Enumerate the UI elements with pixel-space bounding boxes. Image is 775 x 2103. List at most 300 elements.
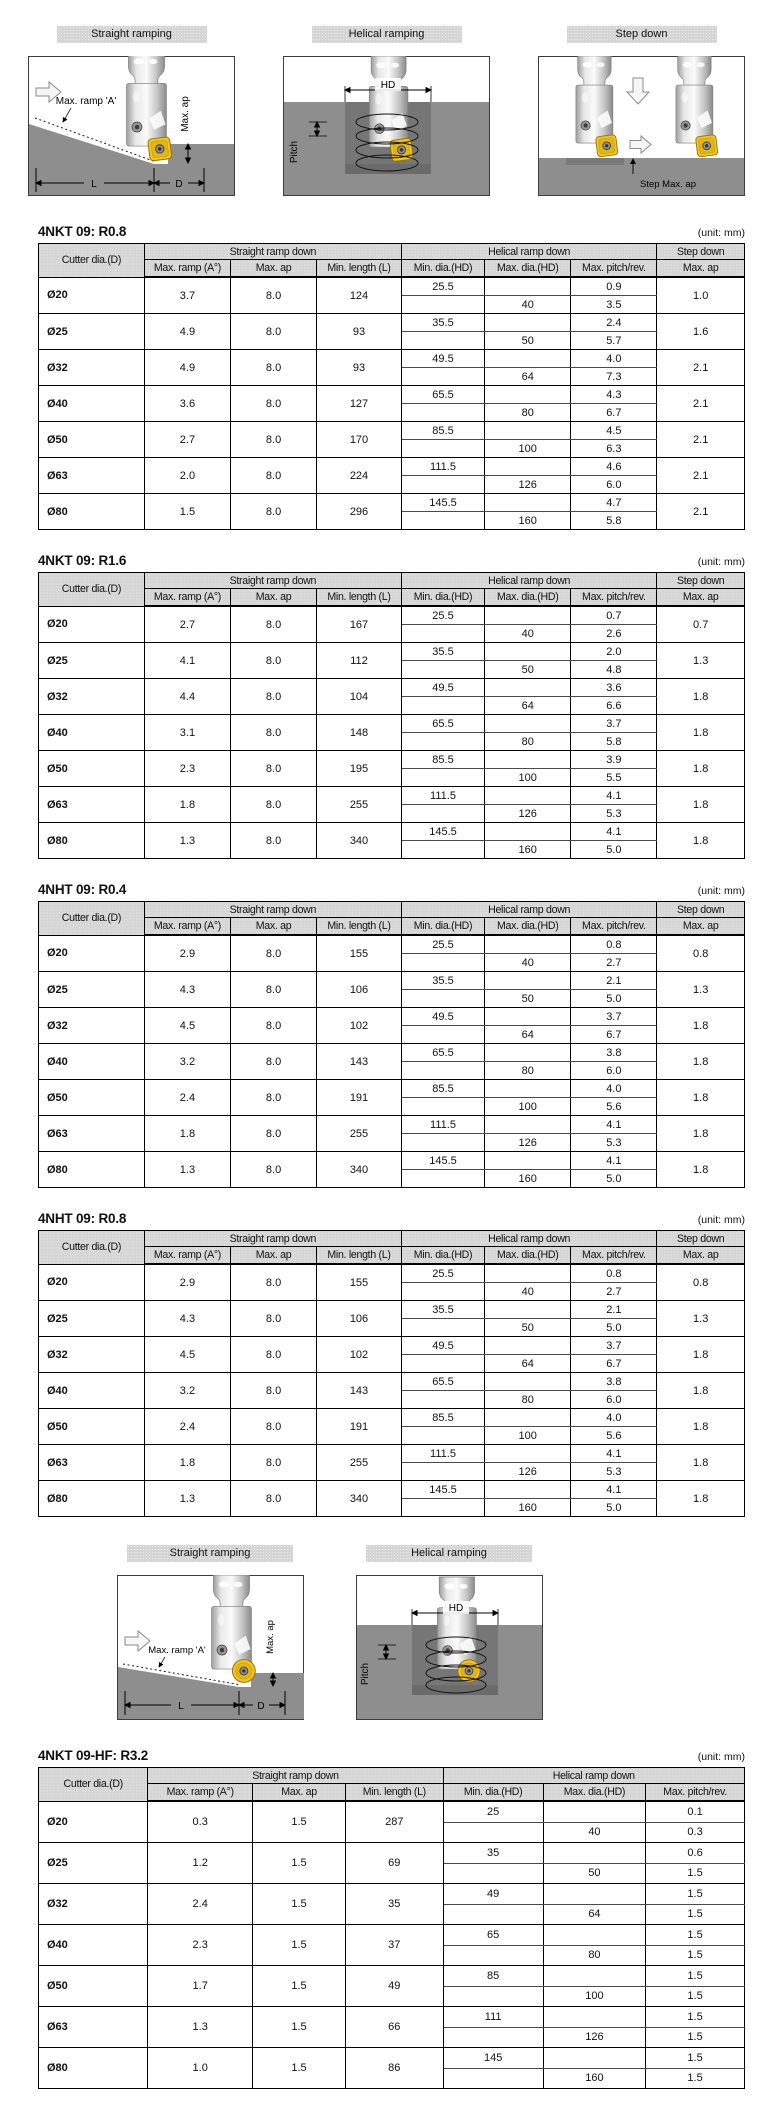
- cell-pitch-min: 4.7: [571, 494, 657, 512]
- col-header-cutter-dia: Cutter dia.(D): [39, 573, 145, 607]
- cell-cutter-dia: Ø32: [39, 1337, 145, 1373]
- cell-cutter-dia: Ø20: [39, 1801, 148, 1843]
- cell-step-max-ap: 2.1: [657, 494, 745, 530]
- ramping-table: [38, 1230, 745, 1517]
- cell-max-dia: 126: [485, 1134, 571, 1152]
- table-row: [39, 787, 745, 805]
- cell-min-dia: 25.5: [401, 606, 484, 625]
- cell-len: 35: [346, 1884, 443, 1925]
- cell-min-dia: 145.5: [401, 1481, 484, 1499]
- cell-ramp: 0.3: [148, 1801, 252, 1843]
- table-row: [39, 972, 745, 990]
- cell-len: 255: [317, 787, 402, 823]
- cell-max-dia: 100: [485, 1427, 571, 1445]
- cell-cutter-dia: Ø50: [39, 422, 145, 458]
- cell-ramp: 1.3: [148, 2007, 252, 2048]
- col-header-min-dia: Min. dia.(HD): [401, 918, 484, 936]
- cell-max-dia-blank: [485, 1409, 571, 1427]
- cell-cutter-dia: Ø40: [39, 715, 145, 751]
- cell-min-dia: 35.5: [401, 643, 484, 661]
- table-row: [39, 606, 745, 625]
- col-group-helical-ramp: Helical ramp down: [401, 902, 657, 918]
- col-header-max-dia: Max. dia.(HD): [485, 918, 571, 936]
- cell-cutter-dia: Ø40: [39, 1373, 145, 1409]
- cell-ramp: 1.8: [144, 1445, 230, 1481]
- cell-pitch-max: 5.0: [571, 990, 657, 1008]
- cell-pitch-max: 5.0: [571, 841, 657, 859]
- cell-pitch-min: 3.7: [571, 1337, 657, 1355]
- cell-max-dia-blank: [485, 422, 571, 440]
- col-header-max-ramp: Max. ramp (A°): [144, 260, 230, 278]
- cell-min-dia: 49.5: [401, 1008, 484, 1026]
- cell-min-dia: 49.5: [401, 679, 484, 697]
- cell-pitch-max: 5.8: [571, 733, 657, 751]
- col-header-max-ap: Max. ap: [231, 918, 317, 936]
- cell-len: 69: [346, 1843, 443, 1884]
- cell-step-max-ap: 1.6: [657, 314, 745, 350]
- cell-ap: 8.0: [231, 679, 317, 715]
- cell-cutter-dia: Ø63: [39, 2007, 148, 2048]
- cell-min-dia-blank: [401, 1463, 484, 1481]
- cell-max-dia-blank: [485, 643, 571, 661]
- col-group-step-down: Step down: [657, 1231, 745, 1247]
- cell-len: 37: [346, 1925, 443, 1966]
- cell-min-dia: 35.5: [401, 314, 484, 332]
- cell-ramp: 3.1: [144, 715, 230, 751]
- cell-min-dia-blank: [401, 404, 484, 422]
- straight-ramping-figure: [28, 26, 235, 201]
- col-header-min-length: Min. length (L): [317, 589, 402, 607]
- table-row: [39, 1152, 745, 1170]
- table-row: [39, 1373, 745, 1391]
- cell-ap: 8.0: [231, 458, 317, 494]
- cell-ap: 1.5: [252, 1884, 345, 1925]
- cell-max-dia-blank: [485, 935, 571, 954]
- table-row: [39, 1966, 745, 1987]
- cell-max-dia-blank: [485, 458, 571, 476]
- top-diagram-row: [0, 0, 775, 201]
- cell-pitch-max: 5.3: [571, 1134, 657, 1152]
- col-header-max-ramp: Max. ramp (A°): [144, 1247, 230, 1265]
- table-row: [39, 1445, 745, 1463]
- table-header-row: [39, 902, 745, 918]
- cell-ap: 8.0: [231, 1080, 317, 1116]
- cell-len: 224: [317, 458, 402, 494]
- cell-step-max-ap: 1.8: [657, 1481, 745, 1517]
- table-4nkt09-r08: [38, 224, 745, 530]
- straight-ramping-label: Straight ramping: [127, 1545, 293, 1562]
- cell-max-dia: 126: [485, 476, 571, 494]
- cell-pitch-max: 0.3: [646, 1822, 745, 1843]
- cell-ap: 8.0: [231, 494, 317, 530]
- cell-cutter-dia: Ø63: [39, 458, 145, 494]
- cell-pitch-min: 1.5: [646, 1925, 745, 1946]
- cell-max-dia-blank: [485, 1116, 571, 1134]
- cell-len: 93: [317, 350, 402, 386]
- cell-min-dia-blank: [443, 1986, 543, 2007]
- cell-pitch-min: 4.1: [571, 823, 657, 841]
- table-row: [39, 494, 745, 512]
- cell-ap: 8.0: [231, 935, 317, 972]
- cell-len: 49: [346, 1966, 443, 2007]
- cell-step-max-ap: 0.8: [657, 1264, 745, 1301]
- cell-min-dia: 85.5: [401, 422, 484, 440]
- table-subheader-row: [39, 260, 745, 278]
- cell-min-dia: 35.5: [401, 972, 484, 990]
- cell-pitch-min: 1.5: [646, 1884, 745, 1905]
- cell-ramp: 4.5: [144, 1337, 230, 1373]
- cell-len: 93: [317, 314, 402, 350]
- cell-len: 296: [317, 494, 402, 530]
- cell-max-dia: 126: [485, 1463, 571, 1481]
- cell-step-max-ap: 1.8: [657, 1409, 745, 1445]
- col-header-max-pitch: Max. pitch/rev.: [571, 1247, 657, 1265]
- diameter-dim-label: D: [256, 1701, 265, 1712]
- table-row: [39, 679, 745, 697]
- cell-max-dia-blank: [485, 1152, 571, 1170]
- cell-ramp: 1.3: [144, 1152, 230, 1188]
- cell-cutter-dia: Ø32: [39, 350, 145, 386]
- cell-min-dia: 25.5: [401, 277, 484, 296]
- cell-ap: 8.0: [231, 314, 317, 350]
- cell-step-max-ap: 1.8: [657, 1373, 745, 1409]
- cell-step-max-ap: 1.8: [657, 1116, 745, 1152]
- cell-cutter-dia: Ø50: [39, 751, 145, 787]
- cell-pitch-max: 2.6: [571, 625, 657, 643]
- cell-min-dia-blank: [443, 1945, 543, 1966]
- cell-ap: 8.0: [231, 715, 317, 751]
- cell-max-dia: 64: [485, 1026, 571, 1044]
- table-row: [39, 1884, 745, 1905]
- cell-cutter-dia: Ø20: [39, 935, 145, 972]
- cell-pitch-max: 5.7: [571, 332, 657, 350]
- helical-ramping-label: Helical ramping: [312, 26, 462, 43]
- cell-max-dia: 50: [543, 1863, 645, 1884]
- cell-cutter-dia: Ø20: [39, 277, 145, 314]
- cell-pitch-max: 6.0: [571, 476, 657, 494]
- cell-cutter-dia: Ø25: [39, 1301, 145, 1337]
- table-row: [39, 1801, 745, 1822]
- cell-max-dia-blank: [485, 787, 571, 805]
- ramping-table: [38, 243, 745, 530]
- cell-max-dia-blank: [485, 1337, 571, 1355]
- ramping-table: [38, 572, 745, 859]
- cell-max-dia-blank: [485, 1481, 571, 1499]
- cell-max-dia-blank: [485, 386, 571, 404]
- cell-ap: 1.5: [252, 1925, 345, 1966]
- table-title: 4NHT 09: R0.8: [38, 1211, 127, 1226]
- cell-cutter-dia: Ø63: [39, 787, 145, 823]
- cell-min-dia-blank: [401, 440, 484, 458]
- table-row: [39, 643, 745, 661]
- cell-pitch-min: 2.0: [571, 643, 657, 661]
- cell-max-dia: 40: [485, 296, 571, 314]
- cell-cutter-dia: Ø25: [39, 643, 145, 679]
- cell-min-dia: 85.5: [401, 1409, 484, 1427]
- helical-ramping-hf-figure: [356, 1545, 543, 1725]
- helical-ramping-hf-diagram: [356, 1575, 543, 1720]
- cell-min-dia-blank: [443, 2027, 543, 2048]
- col-header-max-ap: Max. ap: [252, 1784, 345, 1802]
- cell-ramp: 2.4: [148, 1884, 252, 1925]
- cell-ramp: 1.8: [144, 1116, 230, 1152]
- col-header-cutter-dia: Cutter dia.(D): [39, 1231, 145, 1265]
- cell-max-dia: 64: [485, 697, 571, 715]
- cell-max-dia-blank: [485, 1080, 571, 1098]
- cell-pitch-min: 4.1: [571, 787, 657, 805]
- cell-len: 127: [317, 386, 402, 422]
- cell-min-dia: 65: [443, 1925, 543, 1946]
- col-header-max-pitch: Max. pitch/rev.: [646, 1784, 745, 1802]
- cell-ramp: 2.7: [144, 422, 230, 458]
- cell-max-dia-blank: [485, 1301, 571, 1319]
- cell-ap: 1.5: [252, 2007, 345, 2048]
- cell-pitch-min: 3.7: [571, 715, 657, 733]
- cell-step-max-ap: 1.3: [657, 972, 745, 1008]
- cell-max-dia-blank: [485, 350, 571, 368]
- cell-pitch-min: 4.1: [571, 1152, 657, 1170]
- cell-max-dia-blank: [485, 1445, 571, 1463]
- table-4nkt09-r16: [38, 553, 745, 859]
- cell-pitch-min: 1.5: [646, 2048, 745, 2069]
- cell-min-dia-blank: [401, 1319, 484, 1337]
- cell-max-dia-blank: [485, 314, 571, 332]
- cell-min-dia-blank: [443, 2068, 543, 2089]
- cell-pitch-min: 3.9: [571, 751, 657, 769]
- table-title-bar: [38, 553, 745, 568]
- col-group-straight-ramp: Straight ramp down: [144, 573, 401, 589]
- col-header-min-length: Min. length (L): [317, 918, 402, 936]
- cell-max-dia: 50: [485, 1319, 571, 1337]
- cell-ap: 1.5: [252, 1966, 345, 2007]
- cell-ap: 8.0: [231, 643, 317, 679]
- diameter-dim-label: D: [175, 179, 183, 190]
- cell-min-dia-blank: [443, 1822, 543, 1843]
- cell-pitch-min: 0.9: [571, 277, 657, 296]
- cell-cutter-dia: Ø25: [39, 972, 145, 1008]
- col-header-max-ramp: Max. ramp (A°): [144, 918, 230, 936]
- cell-pitch-min: 3.6: [571, 679, 657, 697]
- table-title: 4NKT 09: R1.6: [38, 553, 127, 568]
- helical-ramping-label: Helical ramping: [366, 1545, 532, 1562]
- cell-ap: 8.0: [231, 606, 317, 643]
- cell-cutter-dia: Ø63: [39, 1116, 145, 1152]
- max-ramp-label: Max. ramp 'A': [55, 96, 117, 107]
- cell-max-dia: 40: [543, 1822, 645, 1843]
- col-group-helical-ramp: Helical ramp down: [401, 573, 657, 589]
- step-down-diagram: [538, 56, 745, 196]
- col-group-straight-ramp: Straight ramp down: [144, 244, 401, 260]
- cell-ramp: 2.4: [144, 1409, 230, 1445]
- cell-cutter-dia: Ø25: [39, 314, 145, 350]
- cell-ramp: 4.3: [144, 1301, 230, 1337]
- cell-min-dia: 85: [443, 1966, 543, 1987]
- cell-max-dia: 160: [485, 512, 571, 530]
- cell-pitch-min: 0.8: [571, 1264, 657, 1283]
- table-row: [39, 715, 745, 733]
- step-down-figure: [538, 26, 745, 201]
- col-header-min-dia: Min. dia.(HD): [401, 260, 484, 278]
- cell-max-dia-blank: [543, 1801, 645, 1822]
- step-max-ap-label: Step Max. ap: [640, 179, 696, 190]
- cell-max-dia-blank: [485, 606, 571, 625]
- col-header-min-dia: Min. dia.(HD): [401, 589, 484, 607]
- cell-step-max-ap: 2.1: [657, 458, 745, 494]
- cell-max-dia-blank: [485, 1264, 571, 1283]
- cell-min-dia: 49.5: [401, 350, 484, 368]
- table-4nht09-r08: [38, 1211, 745, 1517]
- cell-min-dia-blank: [401, 1170, 484, 1188]
- cell-ramp: 1.3: [144, 1481, 230, 1517]
- cell-len: 195: [317, 751, 402, 787]
- cell-pitch-min: 3.8: [571, 1373, 657, 1391]
- col-group-straight-ramp: Straight ramp down: [144, 1231, 401, 1247]
- cell-ap: 8.0: [231, 751, 317, 787]
- cell-max-dia: 80: [543, 1945, 645, 1966]
- cell-ap: 8.0: [231, 1264, 317, 1301]
- table-4nht09-r04: [38, 882, 745, 1188]
- col-header-max-dia: Max. dia.(HD): [543, 1784, 645, 1802]
- table-header-row: [39, 1231, 745, 1247]
- cell-max-dia: 160: [485, 1499, 571, 1517]
- table-row: [39, 314, 745, 332]
- cell-step-max-ap: 1.8: [657, 1008, 745, 1044]
- cell-step-max-ap: 2.1: [657, 350, 745, 386]
- cell-ramp: 4.3: [144, 972, 230, 1008]
- cell-cutter-dia: Ø25: [39, 1843, 148, 1884]
- cell-ramp: 3.2: [144, 1373, 230, 1409]
- length-dim-label: L: [91, 179, 97, 190]
- step-down-label: Step down: [567, 26, 717, 43]
- cell-max-dia-blank: [485, 823, 571, 841]
- table-row: [39, 2048, 745, 2069]
- cell-len: 106: [317, 972, 402, 1008]
- table-title: 4NKT 09-HF: R3.2: [38, 1748, 149, 1763]
- cell-ap: 8.0: [231, 1445, 317, 1481]
- cell-len: 124: [317, 277, 402, 314]
- cell-pitch-min: 0.7: [571, 606, 657, 625]
- col-header-max-ap: Max. ap: [231, 1247, 317, 1265]
- col-header-cutter-dia: Cutter dia.(D): [39, 244, 145, 278]
- cell-cutter-dia: Ø50: [39, 1966, 148, 2007]
- cell-min-dia-blank: [401, 1499, 484, 1517]
- cell-pitch-min: 2.1: [571, 972, 657, 990]
- cell-len: 340: [317, 1481, 402, 1517]
- cell-max-dia: 160: [485, 841, 571, 859]
- table-row: [39, 386, 745, 404]
- helical-ramping-figure: [283, 26, 490, 201]
- cell-min-dia: 65.5: [401, 1373, 484, 1391]
- cell-step-max-ap: 1.8: [657, 1080, 745, 1116]
- bottom-diagram-row: [0, 1517, 775, 1725]
- cell-pitch-min: 0.1: [646, 1801, 745, 1822]
- cell-min-dia: 145: [443, 2048, 543, 2069]
- table-subheader-row: [39, 1247, 745, 1265]
- cell-len: 148: [317, 715, 402, 751]
- cell-min-dia-blank: [443, 1904, 543, 1925]
- cell-min-dia-blank: [401, 954, 484, 972]
- cell-min-dia: 145.5: [401, 494, 484, 512]
- col-header-step-max-ap: Max. ap: [657, 589, 745, 607]
- cell-pitch-max: 5.3: [571, 805, 657, 823]
- cell-max-dia-blank: [485, 1373, 571, 1391]
- cell-min-dia: 145.5: [401, 1152, 484, 1170]
- cell-pitch-max: 5.3: [571, 1463, 657, 1481]
- cell-min-dia-blank: [401, 990, 484, 1008]
- cell-pitch-min: 1.5: [646, 2007, 745, 2028]
- col-header-cutter-dia: Cutter dia.(D): [39, 902, 145, 936]
- cell-len: 170: [317, 422, 402, 458]
- cell-step-max-ap: 1.8: [657, 823, 745, 859]
- col-group-straight-ramp: Straight ramp down: [148, 1768, 443, 1784]
- straight-ramping-label: Straight ramping: [57, 26, 207, 43]
- cell-ap: 1.5: [252, 1801, 345, 1843]
- cell-cutter-dia: Ø20: [39, 1264, 145, 1301]
- unit-label: (unit: mm): [697, 556, 745, 568]
- cell-cutter-dia: Ø40: [39, 1044, 145, 1080]
- cell-ramp: 4.1: [144, 643, 230, 679]
- cell-len: 143: [317, 1044, 402, 1080]
- cell-pitch-max: 5.0: [571, 1170, 657, 1188]
- hd-dim-label: HD: [448, 1603, 463, 1614]
- cell-len: 104: [317, 679, 402, 715]
- cell-min-dia: 65.5: [401, 1044, 484, 1062]
- cell-ramp: 4.4: [144, 679, 230, 715]
- cell-pitch-max: 5.6: [571, 1427, 657, 1445]
- cell-len: 255: [317, 1116, 402, 1152]
- cell-max-dia-blank: [485, 277, 571, 296]
- cell-max-dia: 100: [485, 769, 571, 787]
- cell-pitch-min: 1.5: [646, 1966, 745, 1987]
- unit-label: (unit: mm): [697, 1751, 745, 1763]
- helical-ramping-diagram: [283, 56, 490, 196]
- cell-ramp: 2.4: [144, 1080, 230, 1116]
- col-header-step-max-ap: Max. ap: [657, 260, 745, 278]
- cell-len: 167: [317, 606, 402, 643]
- cell-max-dia: 50: [485, 332, 571, 350]
- cell-cutter-dia: Ø20: [39, 606, 145, 643]
- cell-min-dia: 35.5: [401, 1301, 484, 1319]
- cell-pitch-min: 4.1: [571, 1116, 657, 1134]
- cell-min-dia: 85.5: [401, 1080, 484, 1098]
- cell-min-dia-blank: [401, 805, 484, 823]
- cell-pitch-max: 6.6: [571, 697, 657, 715]
- table-4nkt09-hf-r32: [38, 1748, 745, 2089]
- cell-max-dia-blank: [485, 679, 571, 697]
- cell-pitch-max: 6.7: [571, 404, 657, 422]
- cell-ap: 1.5: [252, 1843, 345, 1884]
- cell-min-dia-blank: [401, 1391, 484, 1409]
- cell-ramp: 1.5: [144, 494, 230, 530]
- cell-min-dia-blank: [401, 1355, 484, 1373]
- cell-cutter-dia: Ø32: [39, 679, 145, 715]
- cell-ramp: 4.5: [144, 1008, 230, 1044]
- cell-min-dia: 35: [443, 1843, 543, 1864]
- cell-ap: 8.0: [231, 1152, 317, 1188]
- cell-step-max-ap: 1.3: [657, 643, 745, 679]
- cell-cutter-dia: Ø63: [39, 1445, 145, 1481]
- cell-min-dia: 49: [443, 1884, 543, 1905]
- cell-max-dia: 50: [485, 990, 571, 1008]
- cell-pitch-min: 4.1: [571, 1445, 657, 1463]
- col-header-min-length: Min. length (L): [317, 260, 402, 278]
- cell-min-dia-blank: [401, 697, 484, 715]
- cell-pitch-min: 3.8: [571, 1044, 657, 1062]
- cell-pitch-min: 0.6: [646, 1843, 745, 1864]
- cell-min-dia: 25: [443, 1801, 543, 1822]
- cell-max-dia: 80: [485, 404, 571, 422]
- cell-ramp: 3.7: [144, 277, 230, 314]
